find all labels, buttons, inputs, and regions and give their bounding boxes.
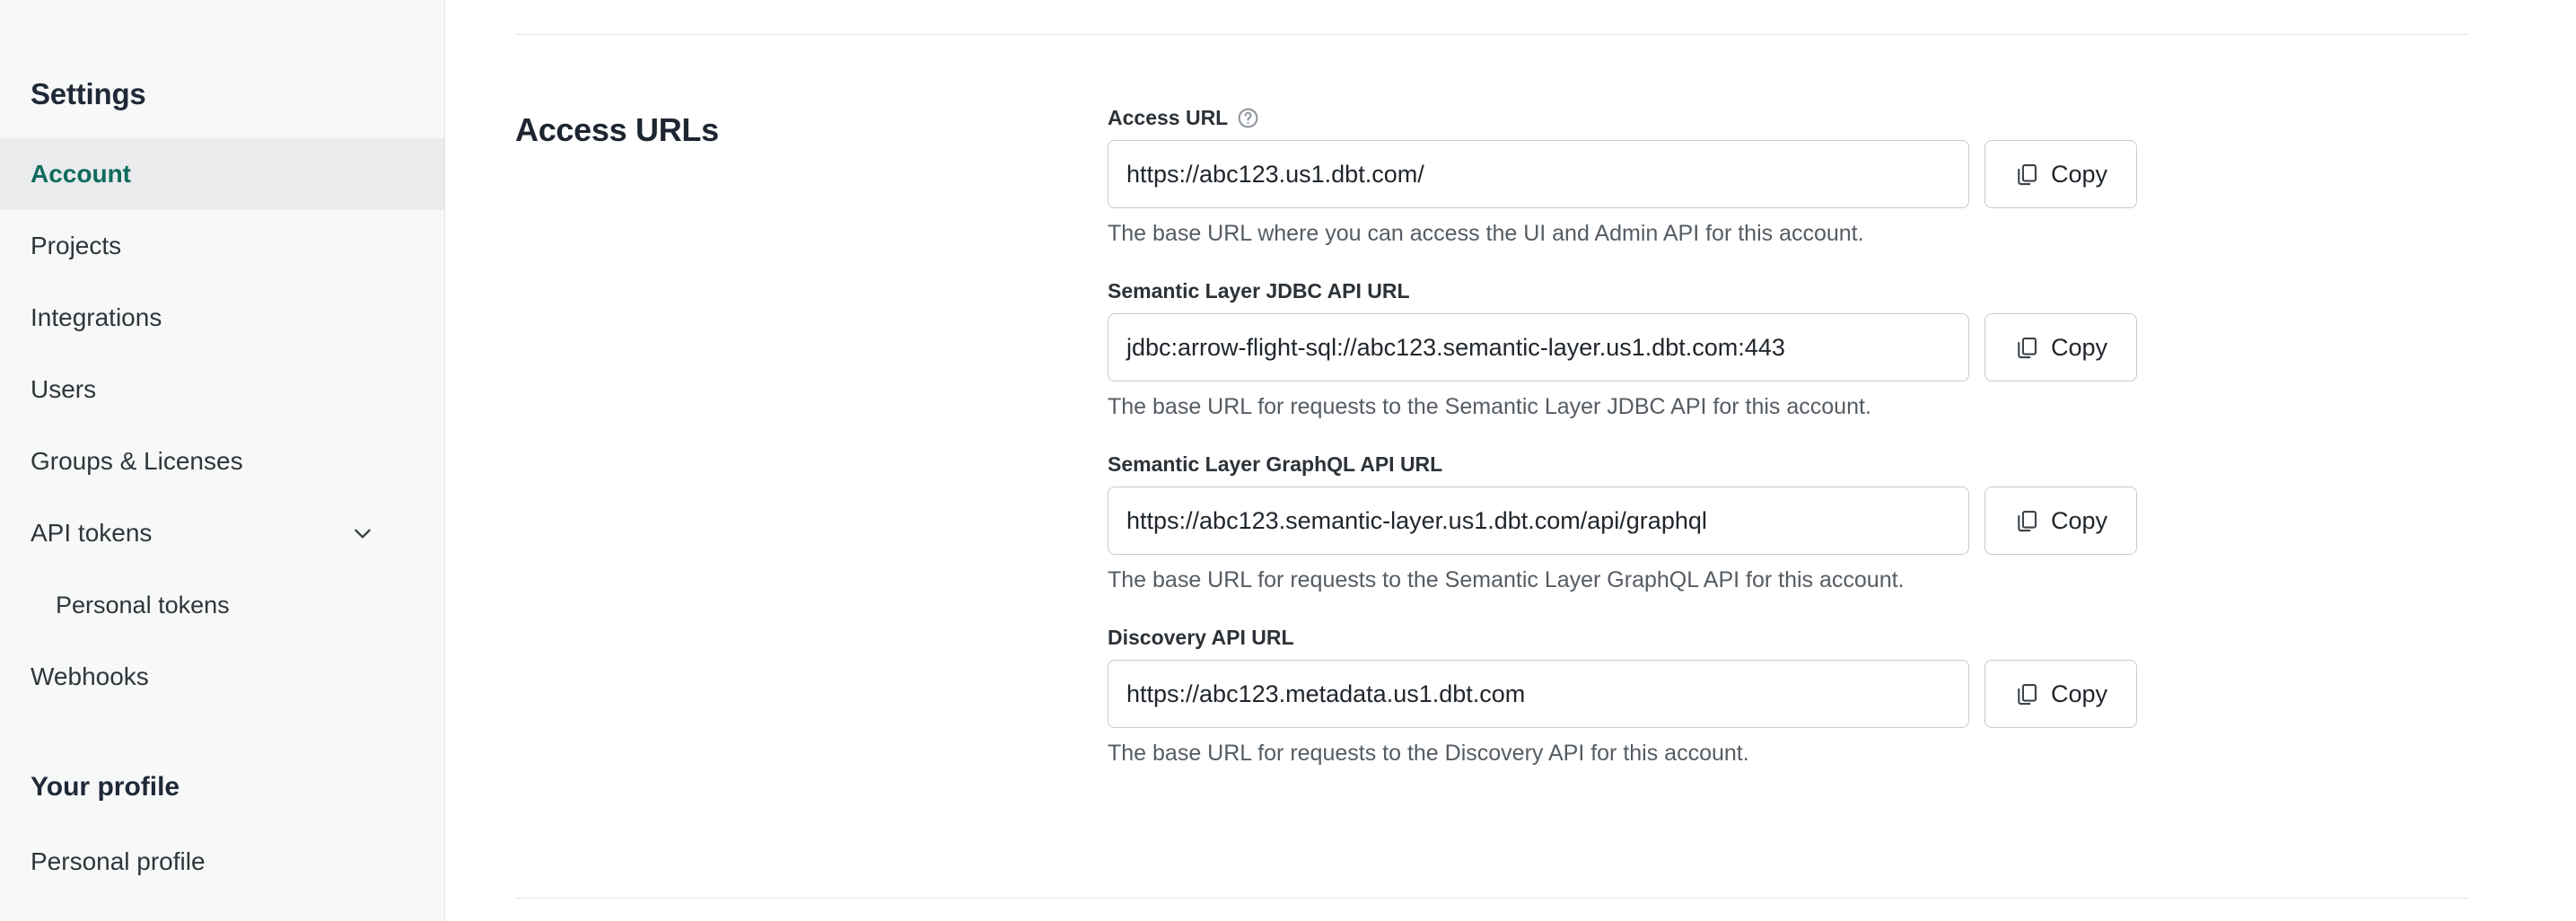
field-description: The base URL for requests to the Discovery API for this account. [1108,741,1749,766]
discovery-api-url-input[interactable]: https://abc123.metadata.us1.dbt.com [1108,660,1969,728]
sidebar [0,0,445,921]
divider-top [515,34,2468,35]
field-access-url [1108,106,2167,247]
semantic-layer-jdbc-api-url-input[interactable]: jdbc:arrow-flight-sql://abc123.semantic-layer.us1.dbt.com:443 [1108,313,1969,382]
access-url-input[interactable]: https://abc123.us1.dbt.com/ [1108,140,1969,208]
copy-icon [2014,681,2039,706]
field-row [1108,313,2167,382]
field-discovery-api-url [1108,626,2167,767]
sidebar-item-groups-and-licenses[interactable] [0,425,444,497]
sidebar-title: Settings [31,77,146,110]
sidebar-profile-title: Your profile [31,772,180,802]
sidebar-item-webhooks[interactable] [0,641,444,713]
help-circle-icon[interactable] [1237,107,1259,129]
copy-semantic-layer-jdbc-api-url-button[interactable] [1985,313,2137,382]
copy-semantic-layer-graphql-api-url-button[interactable] [1985,487,2137,555]
sidebar-item-label: Account [31,160,131,188]
sidebar-item-label: Personal profile [31,847,206,875]
field-semantic-layer-graphql-api-url [1108,452,2167,593]
access-urls-fields [1108,106,2167,767]
page-title: Access URLs [515,111,719,148]
sidebar-item-projects[interactable] [0,210,444,282]
sidebar-item-users[interactable] [0,354,444,425]
sidebar-item-label: Projects [31,232,122,259]
field-row [1108,140,2167,208]
sidebar-divider-space [0,713,444,772]
chevron-down-icon[interactable] [351,522,374,545]
field-semantic-layer-jdbc-api-url [1108,279,2167,420]
copy-icon [2014,335,2039,360]
copy-button-label: Copy [2050,506,2108,534]
field-label-text: Semantic Layer JDBC API URL [1108,279,1410,303]
field-row [1108,660,2167,728]
field-label-text: Discovery API URL [1108,626,1294,649]
main-content [445,0,2576,921]
sidebar-item-label: Users [31,375,97,403]
field-description: The base URL for requests to the Semantic Layer JDBC API for this account. [1108,394,1871,419]
sidebar-item-label: API tokens [31,519,153,547]
semantic-layer-graphql-api-url-input[interactable]: https://abc123.semantic-layer.us1.dbt.com/api/graphql [1108,487,1969,555]
sidebar-item-label: Integrations [31,303,162,331]
copy-access-url-button[interactable] [1985,140,2137,208]
sidebar-item-label: Groups & Licenses [31,447,243,475]
sidebar-item-personal-profile[interactable] [0,826,444,898]
field-label [1108,106,2167,130]
copy-button-label: Copy [2050,160,2108,188]
divider-bottom [515,898,2468,899]
sidebar-item-label: Webhooks [31,662,149,690]
sidebar-item-personal-tokens[interactable] [0,569,444,641]
access-urls-section [445,0,2576,767]
copy-icon [2014,162,2039,187]
copy-icon [2014,508,2039,533]
sidebar-item-label: Personal tokens [56,591,230,618]
copy-button-label: Copy [2050,680,2108,707]
field-label [1108,279,2167,303]
field-description: The base URL where you can access the UI and Admin API for this account. [1108,221,1864,246]
copy-discovery-api-url-button[interactable] [1985,660,2137,728]
sidebar-item-integrations[interactable] [0,282,444,354]
field-row [1108,487,2167,555]
copy-button-label: Copy [2050,333,2108,361]
sidebar-item-account[interactable] [0,138,444,210]
field-label-text: Semantic Layer GraphQL API URL [1108,452,1443,476]
sidebar-item-api-tokens[interactable] [0,497,444,569]
field-label-text: Access URL [1108,106,1229,129]
field-label [1108,626,2167,650]
field-description: The base URL for requests to the Semantic Layer GraphQL API for this account. [1108,567,1905,592]
field-label [1108,452,2167,477]
